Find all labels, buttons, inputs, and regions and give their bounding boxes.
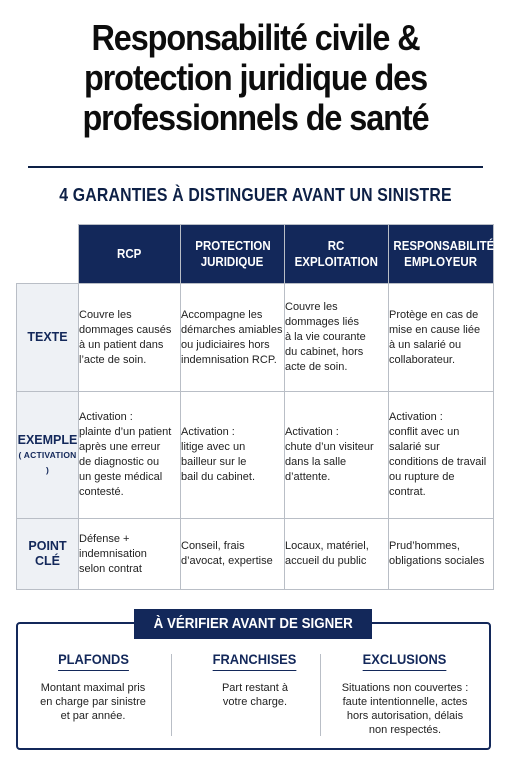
row-header-label: POINT CLÉ bbox=[28, 539, 67, 568]
row-header-exemple bbox=[17, 392, 79, 519]
cell-text: Accompagne les démarches amiables ou judiciaires hors indemnisation RCP. bbox=[181, 308, 283, 366]
row-header-label: EXEMPLE bbox=[17, 432, 78, 447]
column-header-rc-exploitation bbox=[285, 225, 389, 284]
guarantees-table bbox=[16, 224, 494, 590]
table-cell bbox=[79, 519, 181, 590]
cell-text: Couvre les dommages liés à la vie courante du cabinet, hors acte de soin. bbox=[285, 301, 366, 373]
checklist-heading: EXCLUSIONS bbox=[363, 650, 447, 671]
cell-text: Défense + indemnisation selon contrat bbox=[79, 532, 147, 575]
table-row-texte bbox=[17, 284, 494, 392]
checklist-item-exclusions bbox=[326, 650, 484, 737]
checklist-divider bbox=[320, 654, 321, 736]
table-cell bbox=[389, 284, 494, 392]
column-header-line: RESPONSABILITÉ bbox=[393, 239, 495, 253]
cell-text: Prud’hommes, obligations sociales bbox=[389, 540, 485, 567]
table-cell bbox=[181, 519, 285, 590]
column-header-protection-juridique bbox=[181, 225, 285, 284]
table-cell bbox=[181, 284, 285, 392]
table-cell bbox=[389, 519, 494, 590]
cell-text: Activation : plainte d’un patient après une erreur de diagnostic ou un geste médical contesté. bbox=[79, 411, 172, 498]
row-header-texte bbox=[17, 284, 79, 392]
column-header-rcp bbox=[79, 225, 181, 284]
table-cell bbox=[181, 392, 285, 519]
checklist-heading: FRANCHISES bbox=[213, 650, 297, 671]
column-header-line: PROTECTION bbox=[194, 239, 271, 253]
column-header-line: RC bbox=[328, 239, 345, 253]
cell-text: Couvre les dommages causés à un patient dans l’acte de soin. bbox=[79, 308, 172, 366]
cell-text: Protège en cas de mise en cause liée à un salarié ou collaborateur. bbox=[389, 308, 481, 366]
cell-text: Activation : litige avec un bailleur sur le bail du cabinet. bbox=[181, 426, 255, 483]
cell-text: Conseil, frais d’avocat, expertise bbox=[181, 540, 273, 567]
table-header-row bbox=[17, 225, 494, 284]
checklist-title-text: À VÉRIFIER AVANT DE SIGNER bbox=[153, 616, 353, 632]
checklist-item-plafonds bbox=[18, 650, 168, 723]
title-line-2: protection juridique des bbox=[83, 57, 428, 98]
cell-text: Activation : conflit avec un salarié sur conditions de travail ou rupture de contrat. bbox=[389, 411, 487, 498]
table-corner bbox=[17, 225, 79, 284]
table-cell bbox=[285, 392, 389, 519]
column-header-line: EMPLOYEUR bbox=[404, 255, 478, 269]
column-header-line: RCP bbox=[117, 247, 142, 261]
subtitle: 4 GARANTIES À DISTINGUER AVANT UN SINISTRE bbox=[59, 185, 452, 205]
column-header-responsabilite-employeur bbox=[389, 225, 494, 284]
checklist-heading: PLAFONDS bbox=[58, 650, 129, 671]
title-line-3: professionnels de santé bbox=[82, 97, 429, 138]
checklist-item-franchises bbox=[180, 650, 330, 709]
title-divider bbox=[28, 166, 483, 168]
checklist-text: Part restant à votre charge. bbox=[221, 682, 289, 708]
table-cell bbox=[285, 284, 389, 392]
checklist-text: Situations non couvertes : faute intentionnelle, actes hors autorisation, délais non respectés. bbox=[341, 682, 469, 736]
page-title bbox=[26, 18, 486, 138]
table-cell bbox=[79, 284, 181, 392]
cell-text: Locaux, matériel, accueil du public bbox=[285, 540, 369, 567]
checklist-divider bbox=[171, 654, 172, 736]
table-cell bbox=[79, 392, 181, 519]
table-row-exemple bbox=[17, 392, 494, 519]
column-header-line: EXPLOITATION bbox=[294, 255, 379, 269]
column-header-line: JURIDIQUE bbox=[201, 255, 264, 269]
row-header-sublabel: ( ACTIVATION ) bbox=[18, 449, 77, 475]
title-line-1: Responsabilité civile & bbox=[91, 17, 420, 58]
table-row-point-cle bbox=[17, 519, 494, 590]
checklist-title bbox=[134, 609, 372, 639]
table-cell bbox=[389, 392, 494, 519]
table-cell bbox=[285, 519, 389, 590]
cell-text: Activation : chute d’un visiteur dans la salle d’attente. bbox=[285, 426, 374, 483]
row-header-label: TEXTE bbox=[27, 330, 68, 344]
row-header-point-cle bbox=[17, 519, 79, 590]
checklist-text: Montant maximal pris en charge par sinistre et par année. bbox=[40, 682, 146, 722]
